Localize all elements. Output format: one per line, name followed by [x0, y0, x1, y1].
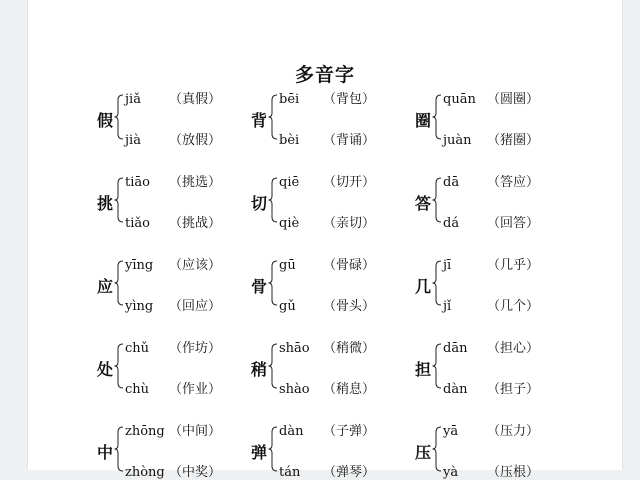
reading-line [443, 129, 539, 148]
pinyin-text: bèi [279, 133, 300, 148]
reading-line [279, 461, 375, 480]
entry-character: 几 [415, 277, 432, 296]
pinyin-text: dàn [279, 424, 304, 439]
example-word: （回应） [169, 299, 222, 314]
pinyin-text: chù [125, 382, 150, 397]
pinyin-text: yìng [125, 299, 154, 314]
reading-line [279, 254, 375, 273]
reading-line [125, 254, 221, 273]
polyphone-entry [97, 337, 267, 397]
example-word: （背诵） [323, 133, 376, 148]
example-word: （真假） [169, 92, 222, 107]
entry-character: 处 [97, 360, 114, 379]
curly-brace-icon [268, 343, 278, 389]
pinyin-text: zhōng [125, 424, 165, 439]
example-word: （骨碌） [323, 258, 376, 273]
reading-line [279, 378, 375, 397]
pinyin-text: tiāo [125, 175, 150, 190]
example-word: （猪圈） [487, 133, 540, 148]
reading-line [279, 420, 375, 439]
entry-character: 假 [97, 111, 114, 130]
pinyin-text: yīng [125, 258, 154, 273]
example-word: （作坊） [169, 341, 222, 356]
reading-line [125, 461, 221, 480]
entry-character: 应 [97, 277, 114, 296]
pinyin-text: gǔ [279, 299, 296, 314]
polyphone-entry [415, 88, 585, 148]
curly-brace-icon [268, 177, 278, 223]
example-word: （几乎） [487, 258, 540, 273]
curly-brace-icon [432, 94, 442, 140]
curly-brace-icon [432, 177, 442, 223]
reading-line [125, 129, 221, 148]
example-word: （几个） [487, 299, 540, 314]
example-word: （弹琴） [323, 465, 376, 480]
example-word: （中奖） [169, 465, 222, 480]
entry-character: 圈 [415, 111, 432, 130]
pinyin-text: dá [443, 216, 460, 231]
pinyin-text: dān [443, 341, 468, 356]
polyphone-entry [251, 88, 421, 148]
reading-line [279, 129, 375, 148]
pinyin-text: jī [443, 258, 452, 273]
entry-character: 答 [415, 194, 432, 213]
example-word: （回答） [487, 216, 540, 231]
example-word: （稍微） [323, 341, 376, 356]
curly-brace-icon [114, 177, 124, 223]
example-word: （骨头） [323, 299, 376, 314]
pinyin-text: jià [125, 133, 141, 148]
example-word: （担心） [487, 341, 540, 356]
example-word: （放假） [169, 133, 222, 148]
entry-character: 担 [415, 360, 432, 379]
pinyin-text: dàn [443, 382, 468, 397]
curly-brace-icon [268, 94, 278, 140]
reading-line [443, 212, 539, 231]
pinyin-text: jiǎ [125, 92, 141, 107]
reading-line [279, 295, 375, 314]
reading-line [443, 254, 539, 273]
pinyin-text: quān [443, 92, 476, 107]
reading-line [279, 88, 375, 107]
document-page [27, 0, 623, 480]
pinyin-text: zhòng [125, 465, 165, 480]
example-word: （压力） [487, 424, 540, 439]
entry-character: 背 [251, 111, 268, 130]
pinyin-text: tán [279, 465, 301, 480]
reading-line [443, 88, 539, 107]
example-word: （子弹） [323, 424, 376, 439]
example-word: （作业） [169, 382, 222, 397]
entry-character: 压 [415, 443, 432, 462]
pinyin-text: shào [279, 382, 310, 397]
example-word: （压根） [487, 465, 540, 480]
reading-line [125, 88, 221, 107]
pinyin-text: jǐ [443, 299, 452, 314]
example-word: （挑选） [169, 175, 222, 190]
reading-line [279, 171, 375, 190]
pinyin-text: shāo [279, 341, 310, 356]
pinyin-text: gū [279, 258, 296, 273]
pinyin-text: tiǎo [125, 216, 150, 231]
curly-brace-icon [114, 94, 124, 140]
example-word: （圆圈） [487, 92, 540, 107]
entry-character: 中 [97, 443, 114, 462]
reading-line [125, 378, 221, 397]
polyphone-entry [97, 88, 267, 148]
pinyin-text: dā [443, 175, 460, 190]
reading-line [443, 171, 539, 190]
reading-line [125, 212, 221, 231]
curly-brace-icon [114, 343, 124, 389]
example-word: （答应） [487, 175, 540, 190]
curly-brace-icon [114, 260, 124, 306]
reading-line [279, 212, 375, 231]
example-word: （应该） [169, 258, 222, 273]
entry-character: 切 [251, 194, 268, 213]
reading-line [443, 378, 539, 397]
example-word: （背包） [323, 92, 376, 107]
curly-brace-icon [268, 260, 278, 306]
reading-line [125, 337, 221, 356]
polyphone-entry [415, 337, 585, 397]
curly-brace-icon [268, 426, 278, 472]
curly-brace-icon [432, 260, 442, 306]
entry-character: 弹 [251, 443, 268, 462]
page-title: 多音字 [294, 64, 355, 86]
curly-brace-icon [114, 426, 124, 472]
reading-line [125, 171, 221, 190]
example-word: （切开） [323, 175, 376, 190]
pinyin-text: chǔ [125, 341, 150, 356]
polyphone-entry [97, 171, 267, 231]
entry-character: 稍 [251, 360, 268, 379]
polyphone-entry [415, 254, 585, 314]
example-word: （中间） [169, 424, 222, 439]
pinyin-text: qiē [279, 175, 300, 190]
pinyin-text: qiè [279, 216, 300, 231]
polyphone-entry [97, 254, 267, 314]
polyphone-entry [415, 420, 585, 480]
pinyin-text: yā [443, 424, 459, 439]
example-word: （挑战） [169, 216, 222, 231]
reading-line [443, 420, 539, 439]
polyphone-entry [415, 171, 585, 231]
pinyin-text: bēi [279, 92, 300, 107]
curly-brace-icon [432, 426, 442, 472]
reading-line [125, 295, 221, 314]
reading-line [443, 337, 539, 356]
entry-character: 骨 [251, 277, 268, 296]
entry-character: 挑 [97, 194, 114, 213]
polyphone-entry [97, 420, 267, 480]
polyphone-entry [251, 171, 421, 231]
example-word: （担子） [487, 382, 540, 397]
polyphone-entry [251, 337, 421, 397]
polyphone-entry [251, 420, 421, 480]
example-word: （稍息） [323, 382, 376, 397]
reading-line [443, 295, 539, 314]
reading-line [443, 461, 539, 480]
pinyin-text: juàn [443, 133, 472, 148]
curly-brace-icon [432, 343, 442, 389]
reading-line [279, 337, 375, 356]
polyphone-entry [251, 254, 421, 314]
reading-line [125, 420, 221, 439]
example-word: （亲切） [323, 216, 376, 231]
pinyin-text: yà [443, 465, 459, 480]
